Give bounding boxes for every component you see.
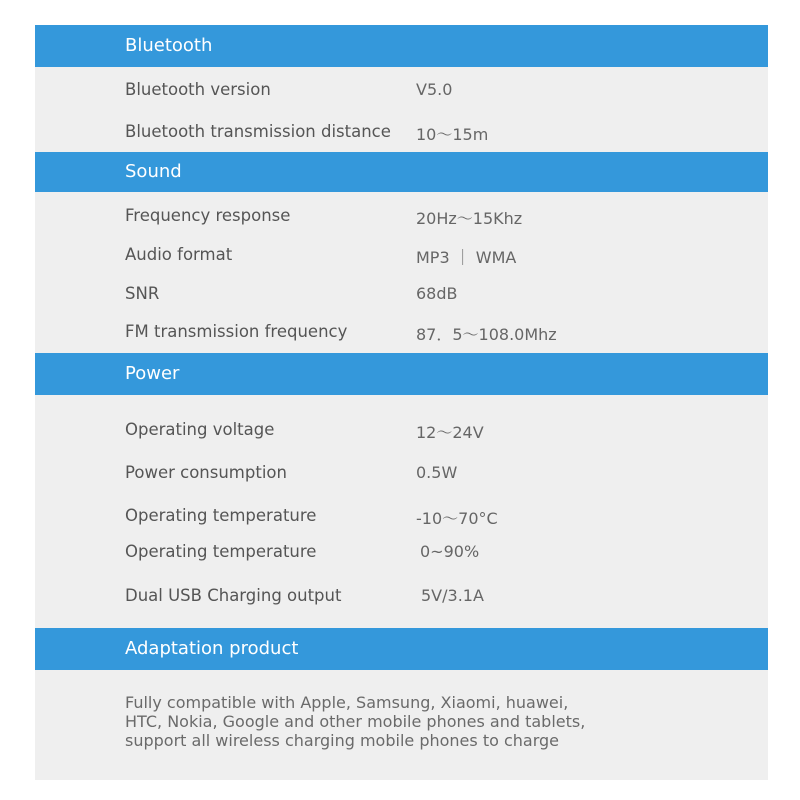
spec-value: -10～70°C — [416, 509, 498, 528]
spec-value: 0.5W — [416, 463, 458, 482]
spec-value: V5.0 — [416, 80, 453, 99]
spec-value: 0~90% — [420, 542, 480, 561]
section-header-power — [35, 353, 768, 395]
section-title: Power — [125, 363, 180, 384]
spec-value: 68dB — [416, 284, 458, 303]
section-header-sound — [35, 152, 768, 192]
spec-label: Frequency response — [125, 206, 291, 225]
spec-label: Operating temperature — [125, 506, 317, 525]
section-title: Sound — [125, 161, 182, 182]
spec-label: Dual USB Charging output — [125, 586, 342, 605]
description-line: Fully compatible with Apple, Samsung, Xiaomi, huawei, — [125, 693, 569, 712]
spec-label: Power consumption — [125, 463, 287, 482]
description-line: support all wireless charging mobile phones to charge — [125, 731, 559, 750]
spec-value: 87．5～108.0Mhz — [416, 325, 557, 344]
spec-label: SNR — [125, 284, 160, 303]
section-header-adaptation — [35, 628, 768, 670]
section-title: Adaptation product — [125, 638, 299, 659]
spec-sheet — [35, 25, 768, 780]
spec-value: 10～15m — [416, 125, 489, 144]
spec-label: Audio format — [125, 245, 233, 264]
spec-label: FM transmission frequency — [125, 322, 348, 341]
section-header-bluetooth — [35, 25, 768, 67]
spec-value: MP3 ｜ WMA — [416, 248, 517, 267]
spec-label: Operating temperature — [125, 542, 317, 561]
spec-label: Bluetooth transmission distance — [125, 122, 391, 141]
description-line: HTC, Nokia, Google and other mobile phones and tablets, — [125, 712, 586, 731]
spec-label: Operating voltage — [125, 420, 275, 439]
spec-value: 5V/3.1A — [421, 586, 484, 605]
compatibility-description — [125, 693, 745, 750]
spec-label: Bluetooth version — [125, 80, 271, 99]
spec-value: 20Hz～15Khz — [416, 209, 523, 228]
section-title: Bluetooth — [125, 35, 213, 56]
spec-value: 12～24V — [416, 423, 484, 442]
